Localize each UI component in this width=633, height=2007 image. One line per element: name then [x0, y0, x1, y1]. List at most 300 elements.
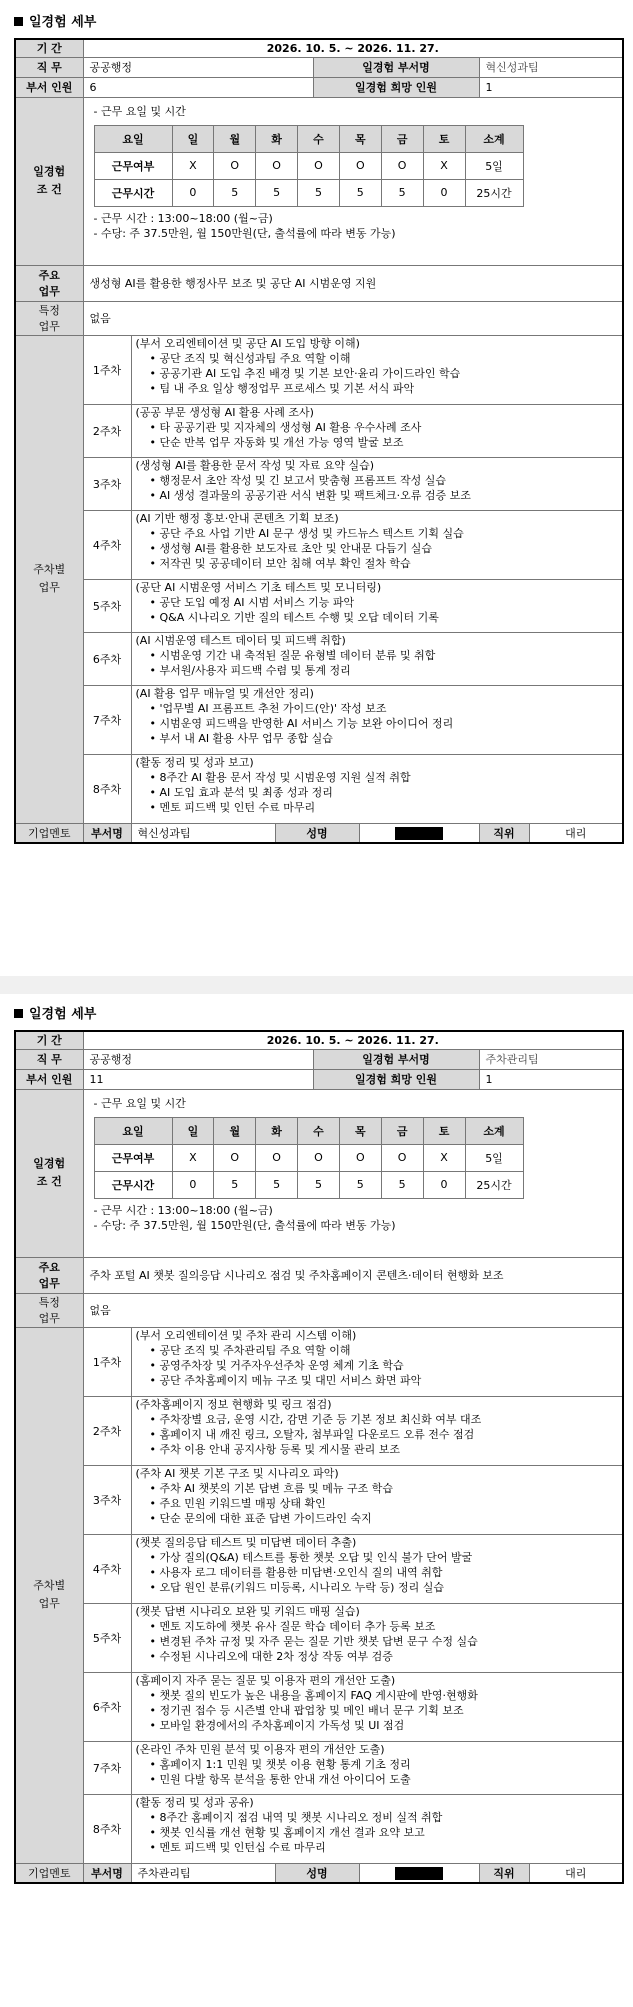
- want-label: 일경험 희망 인원: [313, 77, 479, 97]
- bullet-dot-icon: •: [149, 1810, 160, 1824]
- bullet-dot-icon: •: [149, 435, 160, 449]
- bullet-dot-icon: •: [149, 366, 160, 380]
- condition-intro: - 근무 요일 및 시간: [93, 1096, 186, 1110]
- week-task: [136, 366, 619, 381]
- week-task-text: 홈페이지 내 깨진 링크, 오탈자, 첨부파일 다운로드 오류 전수 점검: [159, 1427, 475, 1441]
- mentor-position-label: 직위: [479, 1863, 529, 1883]
- want-value: 1: [479, 1069, 623, 1089]
- week-title: (활동 정리 및 성과 보고): [135, 755, 254, 769]
- period-label: 기 간: [15, 39, 83, 57]
- schedule-cell: 5: [214, 1171, 256, 1198]
- week-task: [136, 1703, 619, 1718]
- mentor-dept-label: 부서명: [83, 1863, 131, 1883]
- dept-value: 주차관리팀: [479, 1049, 623, 1069]
- week-task-text: 주차 이용 안내 공지사항 등록 및 게시물 관리 보조: [159, 1442, 400, 1456]
- week-task-text: 공단 조직 및 혁신성과팀 주요 역할 이해: [159, 351, 351, 365]
- want-value: 1: [479, 77, 623, 97]
- special-duty-label-line1: 특정: [38, 1296, 60, 1309]
- job-value: 공공행정: [83, 1049, 313, 1069]
- week-content: [131, 1465, 623, 1534]
- week-task: [136, 1565, 619, 1580]
- week-title: (주차홈페이지 정보 현행화 및 링크 점검): [135, 1397, 332, 1411]
- week-title: (챗봇 답변 시나리오 보완 및 키워드 매핑 실습): [135, 1604, 360, 1618]
- schedule-table: [94, 1117, 524, 1199]
- week-task: [136, 381, 619, 396]
- main-duty-label-line1: 주요: [38, 269, 60, 282]
- week-title: (공공 부문 생성형 AI 활용 사례 조사): [135, 405, 314, 419]
- week-task: [136, 1772, 619, 1787]
- bullet-dot-icon: •: [149, 1772, 160, 1786]
- week-task: [136, 1427, 619, 1442]
- schedule-cell: 0: [172, 179, 214, 206]
- week-task-text: 주차 AI 챗봇의 기본 답변 흐름 및 메뉴 구조 학습: [159, 1481, 394, 1495]
- schedule-header-cell: 토: [423, 125, 465, 152]
- mentor-dept-value: 주차관리팀: [131, 1863, 275, 1883]
- week-task-text: 부서 내 AI 활용 사무 업무 종합 실습: [159, 731, 333, 745]
- week-task: [136, 1619, 619, 1634]
- schedule-cell: 5: [256, 1171, 298, 1198]
- week-title: (부서 오리엔테이션 및 주차 관리 시스템 이해): [135, 1328, 357, 1342]
- week-number: 7주차: [83, 1741, 131, 1794]
- schedule-header-cell: 요일: [94, 1117, 172, 1144]
- schedule-cell: O: [339, 1144, 381, 1171]
- week-task-text: 단순 문의에 대한 표준 답변 가이드라인 숙지: [159, 1511, 372, 1525]
- week-task-text: 타 공공기관 및 지자체의 생성형 AI 활용 우수사례 조사: [159, 420, 422, 434]
- schedule-cell: X: [172, 152, 214, 179]
- job-label: 직 무: [15, 1049, 83, 1069]
- week-task-text: '업무별 AI 프롬프트 추천 가이드(안)' 작성 보조: [159, 701, 387, 715]
- weekly-label-line1: 주차별: [33, 1579, 66, 1592]
- week-task-text: 정기권 접수 등 시즌별 안내 팝업창 및 메인 배너 문구 기획 보조: [159, 1703, 464, 1717]
- week-row: [15, 579, 623, 632]
- main-duty-label-line1: 주요: [38, 1261, 60, 1274]
- week-task-text: Q&A 시나리오 기반 질의 테스트 수행 및 오답 데이터 기록: [159, 610, 439, 624]
- bullet-dot-icon: •: [149, 420, 160, 434]
- week-task: [136, 800, 619, 815]
- schedule-header-cell: 수: [298, 125, 340, 152]
- week-task-text: 공영주차장 및 거주자우선주차 운영 체계 기초 학습: [159, 1358, 404, 1372]
- schedule-header-cell: 수: [298, 1117, 340, 1144]
- bullet-dot-icon: •: [149, 488, 160, 502]
- week-task-text: AI 생성 결과물의 공공기관 서식 변환 및 팩트체크·오류 검증 보조: [159, 488, 471, 502]
- week-task: [136, 1757, 619, 1772]
- schedule-cell: O: [214, 152, 256, 179]
- bullet-dot-icon: •: [149, 526, 160, 540]
- week-title: (AI 기반 행정 홍보·안내 콘텐츠 기획 보조): [135, 511, 339, 525]
- week-task-text: 8주간 AI 활용 문서 작성 및 시범운영 지원 실적 취합: [159, 770, 411, 784]
- section-title: [14, 1006, 622, 1024]
- special-duty-label-line2: 업무: [38, 1312, 60, 1325]
- bullet-dot-icon: •: [149, 1481, 160, 1495]
- mentor-name-value: [359, 823, 479, 843]
- schedule-cell: 근무여부: [94, 1144, 172, 1171]
- weekly-label-line1: 주차별: [33, 563, 66, 576]
- week-title: (챗봇 질의응답 테스트 및 미답변 데이터 추출): [135, 1535, 357, 1549]
- special-duty-label-line1: 특정: [38, 304, 60, 317]
- week-task-text: 공단 주요 사업 기반 AI 문구 생성 및 카드뉴스 텍스트 기획 실습: [159, 526, 464, 540]
- week-task: [136, 595, 619, 610]
- week-task: [136, 1442, 619, 1457]
- schedule-header-cell: 월: [214, 1117, 256, 1144]
- bullet-dot-icon: •: [149, 1703, 160, 1717]
- schedule-cell: 5: [214, 179, 256, 206]
- main-duty-value: 주차 포털 AI 챗봇 질의응답 시나리오 점검 및 주차홈페이지 콘텐츠·데이터 현행화 보조: [83, 1257, 623, 1293]
- week-number: 8주차: [83, 1794, 131, 1863]
- schedule-cell: O: [298, 152, 340, 179]
- week-task-text: 가상 질의(Q&A) 테스트를 통한 챗봇 오답 및 인식 불가 단어 발굴: [159, 1550, 473, 1564]
- main-duty-label-line2: 업무: [38, 1277, 60, 1290]
- week-content: [131, 754, 623, 823]
- condition-label-line1: 일경험: [33, 1157, 66, 1170]
- week-task: [136, 648, 619, 663]
- week-task-text: 행정문서 초안 작성 및 긴 보고서 맞춤형 프롬프트 작성 실습: [159, 473, 446, 487]
- bullet-dot-icon: •: [149, 1757, 160, 1771]
- schedule-header-cell: 월: [214, 125, 256, 152]
- schedule-cell: 5일: [465, 1144, 523, 1171]
- bullet-dot-icon: •: [149, 731, 160, 745]
- want-label: 일경험 희망 인원: [313, 1069, 479, 1089]
- page-separator: [0, 976, 633, 994]
- week-row: [15, 510, 623, 579]
- week-task: [136, 1481, 619, 1496]
- week-content: [131, 1396, 623, 1465]
- week-task-text: 시범운영 기간 내 축적된 질문 유형별 데이터 분류 및 취합: [159, 648, 436, 662]
- week-row: [15, 1396, 623, 1465]
- schedule-cell: 25시간: [465, 179, 523, 206]
- mentor-position-value: 대리: [529, 823, 623, 843]
- week-task: [136, 1718, 619, 1733]
- week-row: [15, 457, 623, 510]
- condition-label-line1: 일경험: [33, 165, 66, 178]
- week-task: [136, 1840, 619, 1855]
- schedule-cell: 5: [298, 1171, 340, 1198]
- redacted-name-block: [395, 827, 443, 840]
- schedule-cell: 0: [172, 1171, 214, 1198]
- redacted-name-block: [395, 1867, 443, 1880]
- work-experience-sheet-2: [14, 1006, 622, 1884]
- week-content: [131, 1534, 623, 1603]
- schedule-cell: 5: [298, 179, 340, 206]
- week-task-text: 공단 도입 예정 AI 시범 서비스 기능 파악: [159, 595, 355, 609]
- mentor-dept-value: 혁신성과팀: [131, 823, 275, 843]
- main-duty-label: [15, 1257, 83, 1293]
- bullet-dot-icon: •: [149, 1343, 160, 1357]
- bullet-dot-icon: •: [149, 663, 160, 677]
- bullet-dot-icon: •: [149, 1358, 160, 1372]
- schedule-cell: 5: [339, 1171, 381, 1198]
- week-content: [131, 685, 623, 754]
- week-content: [131, 510, 623, 579]
- schedule-header-cell: 일: [172, 125, 214, 152]
- period-value: 2026. 10. 5. ~ 2026. 11. 27.: [83, 1031, 623, 1049]
- main-duty-label: [15, 265, 83, 301]
- schedule-header-cell: 금: [381, 1117, 423, 1144]
- week-task: [136, 1649, 619, 1664]
- mentor-name-value: [359, 1863, 479, 1883]
- mentor-name-label: 성명: [275, 823, 359, 843]
- week-content: [131, 632, 623, 685]
- week-title: (온라인 주차 민원 분석 및 이용자 편의 개선안 도출): [135, 1742, 385, 1756]
- bullet-dot-icon: •: [149, 1718, 160, 1732]
- week-content: [131, 1672, 623, 1741]
- condition-label: [15, 1089, 83, 1257]
- schedule-cell: 5일: [465, 152, 523, 179]
- dept-label: 일경험 부서명: [313, 1049, 479, 1069]
- schedule-cell: X: [423, 152, 465, 179]
- bullet-dot-icon: •: [149, 381, 160, 395]
- schedule-header-cell: 화: [256, 1117, 298, 1144]
- week-title: (생성형 AI를 활용한 문서 작성 및 자료 요약 실습): [135, 458, 375, 472]
- week-row: [15, 685, 623, 754]
- week-task: [136, 1343, 619, 1358]
- week-task: [136, 610, 619, 625]
- schedule-header-cell: 화: [256, 125, 298, 152]
- dept-label: 일경험 부서명: [313, 57, 479, 77]
- weekly-duty-label: [15, 335, 83, 823]
- week-content: [131, 1327, 623, 1396]
- week-task-text: 변경된 주차 규정 및 자주 묻는 질문 기반 챗봇 답변 문구 수정 실습: [159, 1634, 478, 1648]
- schedule-header-cell: 목: [339, 125, 381, 152]
- week-task: [136, 1373, 619, 1388]
- work-time: - 근무 시간 : 13:00~18:00 (월~금): [93, 211, 273, 225]
- week-task-text: 주요 민원 키워드별 매핑 상태 확인: [159, 1496, 326, 1510]
- week-number: 1주차: [83, 1327, 131, 1396]
- week-task: [136, 351, 619, 366]
- week-task-text: 챗봇 인식률 개선 현황 및 홈페이지 개선 결과 요약 보고: [159, 1825, 425, 1839]
- week-task: [136, 1496, 619, 1511]
- mentor-label: 기업멘토: [15, 1863, 83, 1883]
- week-number: 5주차: [83, 1603, 131, 1672]
- week-task: [136, 1511, 619, 1526]
- staff-value: 6: [83, 77, 313, 97]
- schedule-cell: 5: [339, 179, 381, 206]
- week-title: (활동 정리 및 성과 공유): [135, 1795, 254, 1809]
- condition-label: [15, 97, 83, 265]
- bullet-dot-icon: •: [149, 1840, 160, 1854]
- schedule-cell: 근무여부: [94, 152, 172, 179]
- week-task-text: 생성형 AI를 활용한 보도자료 초안 및 안내문 다듬기 실습: [159, 541, 433, 555]
- week-task: [136, 785, 619, 800]
- week-task: [136, 1550, 619, 1565]
- schedule-cell: X: [423, 1144, 465, 1171]
- pay-info: - 수당: 주 37.5만원, 월 150만원(단, 출석률에 따라 변동 가능): [93, 226, 396, 240]
- dept-value: 혁신성과팀: [479, 57, 623, 77]
- week-task-text: 홈페이지 1:1 민원 및 챗봇 이용 현황 통계 기초 정리: [159, 1757, 411, 1771]
- mentor-dept-label: 부서명: [83, 823, 131, 843]
- week-number: 6주차: [83, 1672, 131, 1741]
- week-title: (AI 활용 업무 매뉴얼 및 개선안 정리): [135, 686, 314, 700]
- section-title: [14, 14, 622, 32]
- job-label: 직 무: [15, 57, 83, 77]
- week-task: [136, 1634, 619, 1649]
- week-task-text: 부서원/사용자 피드백 수렴 및 통계 정리: [159, 663, 351, 677]
- main-duty-label-line2: 업무: [38, 285, 60, 298]
- section-title-text: 일경험 세부: [29, 1007, 97, 1022]
- week-task: [136, 526, 619, 541]
- special-duty-label-line2: 업무: [38, 320, 60, 333]
- schedule-header-cell: 소계: [465, 125, 523, 152]
- week-row: [15, 754, 623, 823]
- special-duty-value: 없음: [83, 1293, 623, 1327]
- period-value: 2026. 10. 5. ~ 2026. 11. 27.: [83, 39, 623, 57]
- week-row: [15, 1327, 623, 1396]
- detail-table: [14, 1030, 624, 1884]
- week-row: [15, 1672, 623, 1741]
- schedule-cell: O: [214, 1144, 256, 1171]
- bullet-dot-icon: •: [149, 785, 160, 799]
- section-title-text: 일경험 세부: [29, 15, 97, 30]
- bullet-dot-icon: •: [149, 1511, 160, 1525]
- bullet-dot-icon: •: [149, 1496, 160, 1510]
- bullet-dot-icon: •: [149, 716, 160, 730]
- bullet-dot-icon: •: [149, 1373, 160, 1387]
- week-task-text: 주차장별 요금, 운영 시간, 감면 기준 등 기본 정보 최신화 여부 대조: [159, 1412, 482, 1426]
- week-number: 3주차: [83, 1465, 131, 1534]
- weekly-label-line2: 업무: [38, 1597, 60, 1610]
- week-task-text: 민원 다발 항목 분석을 통한 안내 개선 아이디어 도출: [159, 1772, 411, 1786]
- staff-value: 11: [83, 1069, 313, 1089]
- bullet-dot-icon: •: [149, 1825, 160, 1839]
- week-task: [136, 716, 619, 731]
- week-title: (AI 시범운영 테스트 데이터 및 피드백 취합): [135, 633, 346, 647]
- period-label: 기 간: [15, 1031, 83, 1049]
- bullet-dot-icon: •: [149, 1442, 160, 1456]
- week-row: [15, 335, 623, 404]
- week-task-text: 멘토 피드백 및 인턴십 수료 마무리: [159, 1840, 326, 1854]
- week-task-text: 팀 내 주요 일상 행정업무 프로세스 및 기본 서식 파악: [159, 381, 415, 395]
- detail-table: [14, 38, 624, 844]
- condition-label-line2: 조 건: [36, 183, 62, 196]
- week-task-text: 공단 주차홈페이지 메뉴 구조 및 대민 서비스 화면 파악: [159, 1373, 422, 1387]
- schedule-cell: O: [256, 152, 298, 179]
- week-task: [136, 1825, 619, 1840]
- schedule-table: [94, 125, 524, 207]
- condition-intro: - 근무 요일 및 시간: [93, 104, 186, 118]
- week-task: [136, 488, 619, 503]
- mentor-name-label: 성명: [275, 1863, 359, 1883]
- week-task-text: 멘토 피드백 및 인턴 수료 마무리: [159, 800, 316, 814]
- week-task-text: 사용자 로그 데이터를 활용한 미답변·오인식 질의 내역 취합: [159, 1565, 443, 1579]
- schedule-cell: O: [256, 1144, 298, 1171]
- schedule-row: [94, 1144, 523, 1171]
- week-content: [131, 1603, 623, 1672]
- bullet-dot-icon: •: [149, 770, 160, 784]
- schedule-header-cell: 요일: [94, 125, 172, 152]
- staff-label: 부서 인원: [15, 77, 83, 97]
- schedule-cell: O: [339, 152, 381, 179]
- mentor-position-label: 직위: [479, 823, 529, 843]
- schedule-cell: O: [381, 152, 423, 179]
- bullet-dot-icon: •: [149, 1688, 160, 1702]
- week-row: [15, 1603, 623, 1672]
- week-task-text: 공단 조직 및 주차관리팀 주요 역할 이해: [159, 1343, 351, 1357]
- week-number: 1주차: [83, 335, 131, 404]
- week-task: [136, 1358, 619, 1373]
- week-number: 2주차: [83, 404, 131, 457]
- week-number: 3주차: [83, 457, 131, 510]
- week-number: 4주차: [83, 510, 131, 579]
- job-value: 공공행정: [83, 57, 313, 77]
- mentor-position-value: 대리: [529, 1863, 623, 1883]
- bullet-dot-icon: •: [149, 473, 160, 487]
- week-content: [131, 457, 623, 510]
- week-task-text: 단순 반복 업무 자동화 및 개선 가능 영역 발굴 보조: [159, 435, 404, 449]
- week-task: [136, 770, 619, 785]
- week-number: 7주차: [83, 685, 131, 754]
- schedule-row: [94, 1171, 523, 1198]
- special-duty-value: 없음: [83, 301, 623, 335]
- week-content: [131, 1794, 623, 1863]
- mentor-label: 기업멘토: [15, 823, 83, 843]
- week-title: (공단 AI 시범운영 서비스 기초 테스트 및 모니터링): [135, 580, 382, 594]
- week-number: 5주차: [83, 579, 131, 632]
- week-number: 4주차: [83, 1534, 131, 1603]
- week-task-text: 모바일 환경에서의 주차홈페이지 가독성 및 UI 점검: [159, 1718, 405, 1732]
- schedule-cell: 5: [381, 1171, 423, 1198]
- pay-info: - 수당: 주 37.5만원, 월 150만원(단, 출석률에 따라 변동 가능): [93, 1218, 396, 1232]
- bullet-dot-icon: •: [149, 595, 160, 609]
- schedule-cell: O: [381, 1144, 423, 1171]
- week-task: [136, 701, 619, 716]
- condition-content: [83, 1089, 623, 1257]
- special-duty-label: [15, 1293, 83, 1327]
- week-task-text: 멘토 지도하에 챗봇 유사 질문 학습 데이터 추가 등록 보조: [159, 1619, 436, 1633]
- schedule-cell: 근무시간: [94, 1171, 172, 1198]
- square-bullet-icon: [14, 1009, 23, 1018]
- week-task-text: 시범운영 피드백을 반영한 AI 서비스 기능 보완 아이디어 정리: [159, 716, 454, 730]
- bullet-dot-icon: •: [149, 1565, 160, 1579]
- week-row: [15, 632, 623, 685]
- week-task: [136, 1688, 619, 1703]
- schedule-cell: 5: [381, 179, 423, 206]
- schedule-cell: O: [298, 1144, 340, 1171]
- week-task: [136, 663, 619, 678]
- schedule-cell: 25시간: [465, 1171, 523, 1198]
- main-duty-value: 생성형 AI를 활용한 행정사무 보조 및 공단 AI 시범운영 지원: [83, 265, 623, 301]
- bullet-dot-icon: •: [149, 1649, 160, 1663]
- week-task-text: 공공기관 AI 도입 추진 배경 및 기본 보안·윤리 가이드라인 학습: [159, 366, 461, 380]
- condition-label-line2: 조 건: [36, 1175, 62, 1188]
- bullet-dot-icon: •: [149, 800, 160, 814]
- schedule-header-cell: 목: [339, 1117, 381, 1144]
- schedule-cell: 근무시간: [94, 179, 172, 206]
- week-task: [136, 1412, 619, 1427]
- bullet-dot-icon: •: [149, 1412, 160, 1426]
- week-task: [136, 1580, 619, 1595]
- week-number: 6주차: [83, 632, 131, 685]
- week-task: [136, 556, 619, 571]
- week-task-text: AI 도입 효과 분석 및 최종 성과 정리: [159, 785, 333, 799]
- bullet-dot-icon: •: [149, 1619, 160, 1633]
- special-duty-label: [15, 301, 83, 335]
- schedule-row: [94, 179, 523, 206]
- schedule-row: [94, 152, 523, 179]
- week-title: (주차 AI 챗봇 기본 구조 및 시나리오 파악): [135, 1466, 339, 1480]
- week-content: [131, 404, 623, 457]
- week-task: [136, 1810, 619, 1825]
- bullet-dot-icon: •: [149, 1634, 160, 1648]
- schedule-header-cell: 토: [423, 1117, 465, 1144]
- week-row: [15, 1534, 623, 1603]
- staff-label: 부서 인원: [15, 1069, 83, 1089]
- schedule-header-cell: 금: [381, 125, 423, 152]
- week-task: [136, 420, 619, 435]
- week-number: 2주차: [83, 1396, 131, 1465]
- bullet-dot-icon: •: [149, 1427, 160, 1441]
- week-task: [136, 473, 619, 488]
- week-row: [15, 1465, 623, 1534]
- schedule-cell: X: [172, 1144, 214, 1171]
